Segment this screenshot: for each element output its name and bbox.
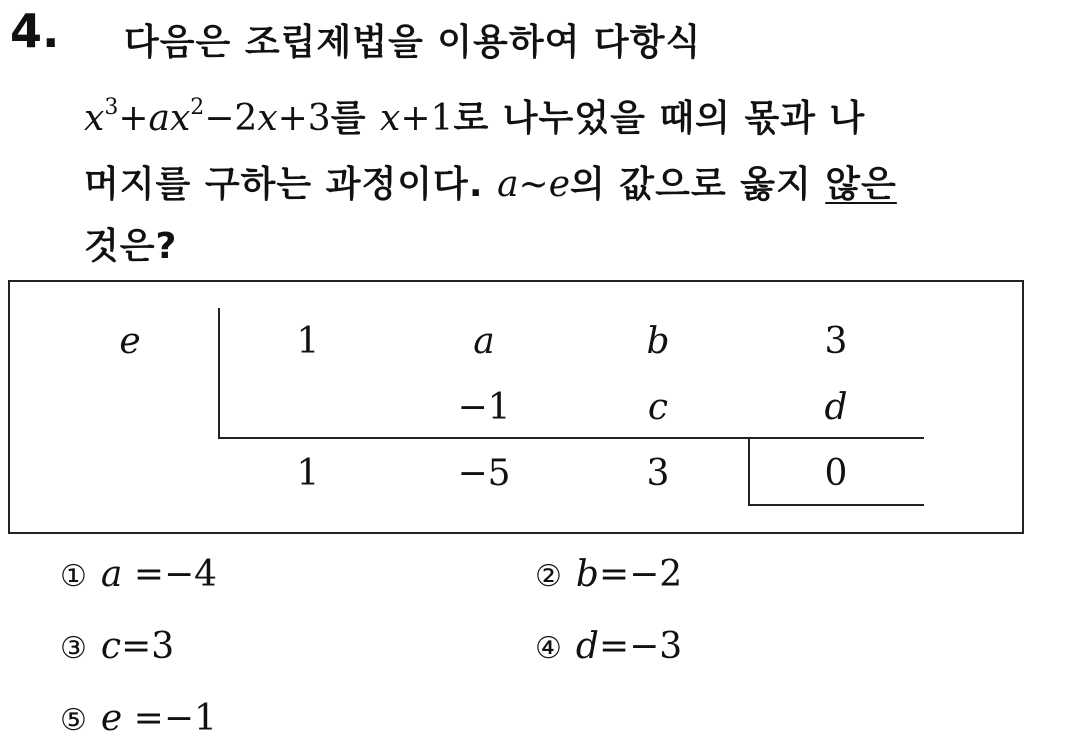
row1-col2: a	[473, 321, 495, 362]
option-value: =−2	[598, 554, 683, 595]
row3-col4-remainder: 0	[824, 453, 848, 494]
question-line-1: 다음은 조립제법을 이용하여 다항식	[124, 22, 702, 63]
remainder-line	[748, 504, 924, 506]
row1-col4: 3	[824, 321, 848, 362]
option-value: =−1	[133, 698, 217, 739]
row1-col1: 1	[296, 321, 320, 362]
option-value: =−3	[598, 626, 683, 667]
question-line-2-text: 로 나누었을 때의 몫과 나	[453, 98, 866, 139]
question-number: 4.	[10, 4, 60, 58]
option-marker: ⑤	[60, 703, 87, 738]
question-line-4: 것은?	[84, 226, 178, 267]
option-5[interactable]	[60, 699, 217, 741]
option-4[interactable]	[535, 627, 682, 669]
row1-col3: b	[646, 321, 670, 362]
row2-col4: d	[824, 387, 848, 428]
option-marker: ③	[60, 631, 87, 666]
question-line-3-after: 의 값으로 옳지	[570, 164, 812, 205]
option-marker: ①	[60, 559, 87, 594]
option-variable: a	[100, 554, 123, 595]
option-marker: ④	[535, 631, 562, 666]
option-variable: d	[575, 626, 599, 667]
option-marker: ②	[535, 559, 562, 594]
emphasis-not: 않은	[825, 164, 897, 205]
variable-range: a~e	[497, 164, 570, 205]
question-line-2	[84, 90, 865, 141]
row2-col2: −1	[457, 387, 511, 428]
question-line-3	[84, 156, 897, 207]
remainder-bar	[748, 437, 750, 505]
particle-reul: 를	[330, 98, 367, 139]
divisor-label: e	[119, 321, 141, 362]
divisor-expression: x+1	[380, 98, 454, 139]
question-line-3-text: 머지를 구하는 과정이다.	[84, 164, 484, 205]
option-variable: c	[100, 626, 122, 667]
option-3[interactable]	[60, 627, 174, 669]
row3-col1: 1	[296, 453, 320, 494]
row3-col2: −5	[457, 453, 511, 494]
option-value: =−4	[133, 554, 218, 595]
option-variable: b	[575, 554, 599, 595]
sum-line	[218, 437, 924, 439]
option-2[interactable]	[535, 555, 682, 597]
option-variable: e	[100, 698, 123, 739]
polynomial: $x^3+ax^2-2x+3$	[84, 95, 331, 139]
divisor-bar	[218, 308, 220, 438]
row2-col3: c	[647, 387, 669, 428]
option-value: =3	[121, 626, 175, 667]
synthetic-division-box	[8, 280, 1024, 534]
row3-col3: 3	[646, 453, 670, 494]
option-1[interactable]	[60, 555, 217, 597]
